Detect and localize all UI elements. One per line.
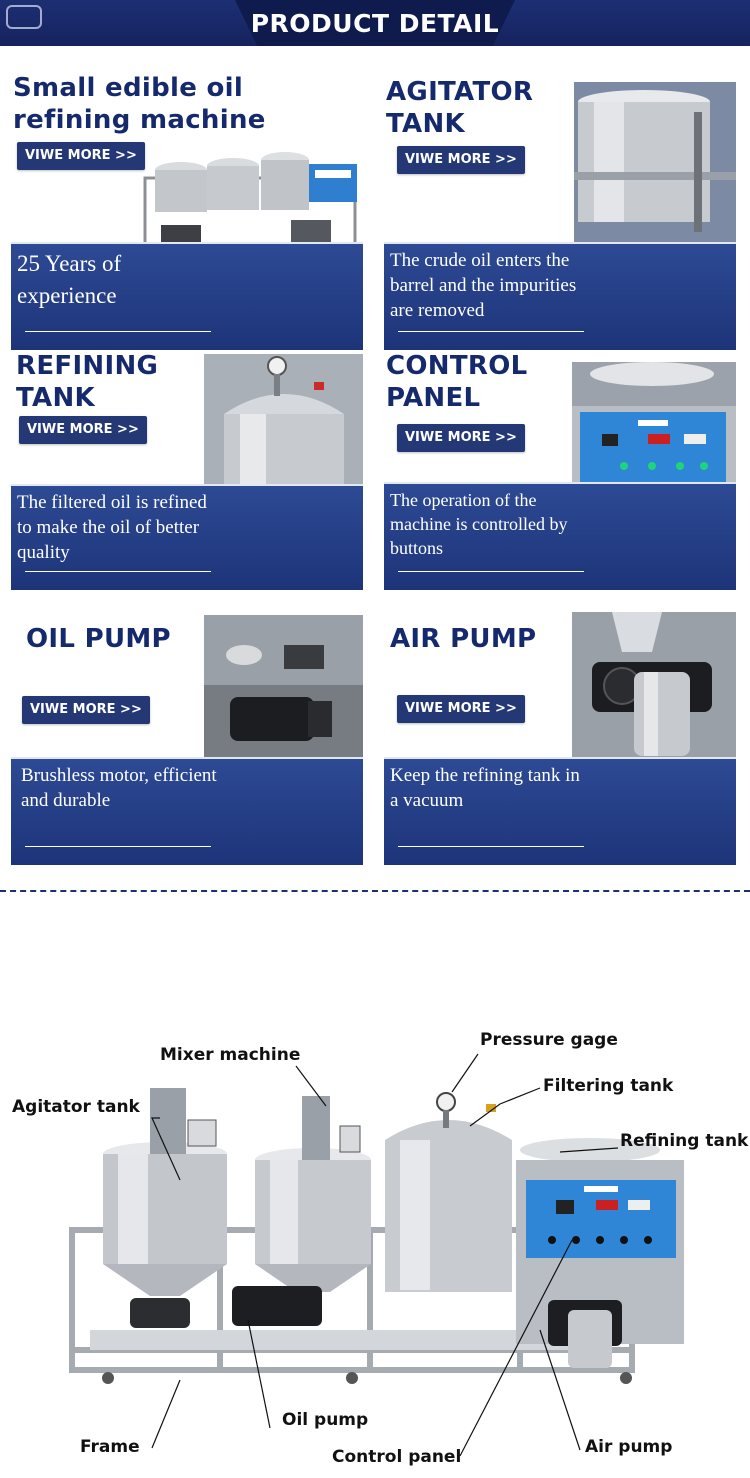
section-separator — [0, 890, 750, 892]
label-filtering-tank: Filtering tank — [543, 1076, 674, 1096]
label-refining-tank: Refining tank — [620, 1131, 749, 1151]
card-control-panel — [384, 310, 736, 590]
card-description: Keep the refining tank in a vacuum — [390, 765, 580, 811]
card-small-oil-refining-machine — [11, 70, 363, 350]
card-info-panel — [11, 757, 363, 865]
card-description: The operation of the machine is controlled by buttons — [390, 490, 568, 558]
card-info-panel — [384, 482, 736, 590]
divider-line — [398, 846, 584, 847]
label-pressure-gage: Pressure gage — [480, 1030, 618, 1050]
card-title: Small edible oil refining machine — [13, 73, 266, 135]
card-title: AIR PUMP — [390, 624, 537, 654]
agitator-tank-photo — [574, 82, 736, 242]
card-title: AGITATOR TANK — [386, 77, 534, 139]
view-more-button[interactable]: VIWE MORE >> — [22, 696, 150, 724]
divider-line — [25, 846, 211, 847]
divider-line — [398, 571, 584, 572]
card-info-panel — [384, 757, 736, 865]
view-more-button[interactable]: VIWE MORE >> — [397, 695, 525, 723]
card-refining-tank — [11, 310, 363, 590]
label-frame: Frame — [80, 1437, 140, 1457]
card-title: REFINING TANK — [16, 351, 159, 413]
card-description: The crude oil enters the barrel and the impurities are removed — [390, 250, 577, 321]
air-pump-photo — [572, 612, 736, 764]
header-banner — [0, 0, 750, 46]
label-air-pump: Air pump — [585, 1437, 673, 1457]
card-description: Brushless motor, efficient and durable — [21, 765, 217, 811]
card-title: OIL PUMP — [26, 624, 171, 654]
card-air-pump — [384, 585, 736, 865]
view-more-button[interactable]: VIWE MORE >> — [397, 146, 525, 174]
card-agitator-tank — [384, 70, 736, 350]
view-more-button[interactable]: VIWE MORE >> — [19, 416, 147, 444]
page-title: PRODUCT DETAIL — [250, 9, 500, 38]
card-title: CONTROL PANEL — [386, 351, 528, 413]
label-oil-pump: Oil pump — [282, 1410, 369, 1430]
view-more-button[interactable]: VIWE MORE >> — [397, 424, 525, 452]
divider-line — [25, 571, 211, 572]
card-description: 25 Years of experience — [17, 251, 122, 308]
label-agitator-tank: Agitator tank — [12, 1097, 140, 1117]
label-control-panel: Control panel — [332, 1447, 462, 1467]
oil-pump-photo — [204, 615, 363, 767]
view-more-button[interactable]: VIWE MORE >> — [17, 142, 145, 170]
card-oil-pump — [11, 585, 363, 865]
card-description: The filtered oil is refined to make the oil of better quality — [17, 492, 207, 563]
card-info-panel — [11, 484, 363, 590]
label-mixer-machine: Mixer machine — [160, 1045, 301, 1065]
